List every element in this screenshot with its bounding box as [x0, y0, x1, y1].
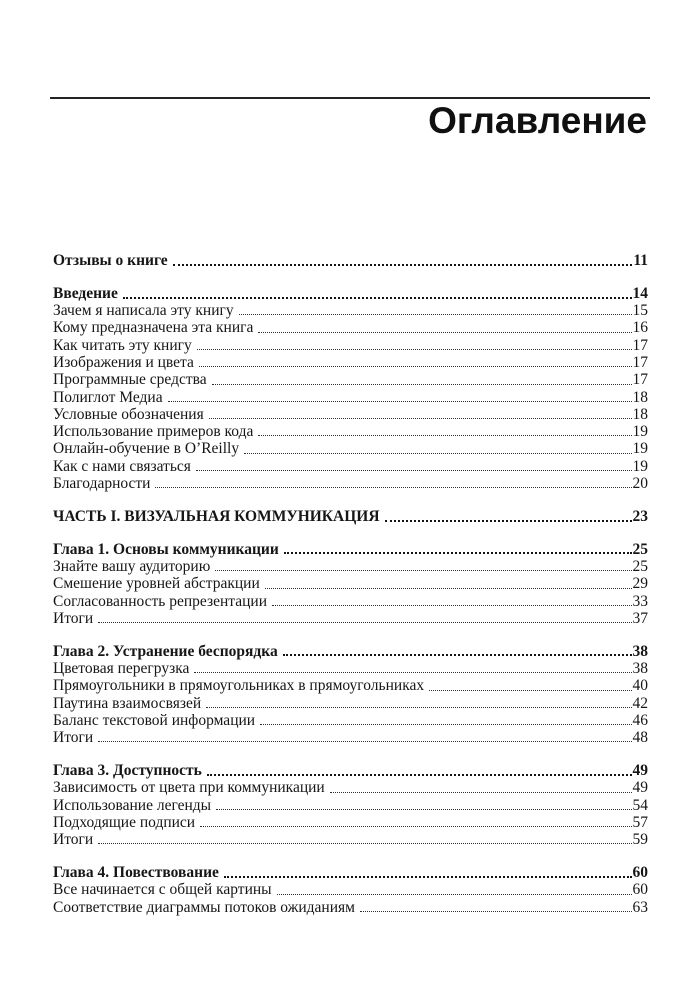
dot-leader [215, 570, 631, 571]
dot-leader [360, 911, 632, 912]
page-number: 46 [632, 711, 648, 729]
dot-leader [385, 520, 632, 522]
dot-leader [216, 809, 631, 810]
dot-leader [224, 876, 632, 878]
page-number: 63 [632, 898, 648, 916]
toc-entry-label: Полиглот Медиа [53, 388, 163, 406]
page-number: 17 [632, 371, 648, 389]
toc-entry [53, 337, 648, 354]
dot-leader [330, 792, 632, 793]
page-number: 48 [632, 729, 648, 747]
page-number: 60 [632, 881, 648, 899]
toc-entry-label: Благодарности [53, 475, 151, 493]
toc-entry [53, 558, 648, 575]
page-number: 60 [632, 863, 648, 881]
dot-leader [284, 552, 632, 554]
toc-entry-label: Использование легенды [53, 796, 212, 814]
toc-entry-label: Кому предназначена эта книга [53, 319, 254, 337]
toc-entry [53, 302, 648, 319]
dot-leader [98, 741, 631, 742]
toc-entry-label: Знайте вашу аудиторию [53, 557, 211, 575]
toc-entry [53, 319, 648, 336]
toc-entry [53, 508, 648, 525]
page-number: 19 [632, 440, 648, 458]
dot-leader [283, 654, 632, 656]
dot-leader [260, 724, 631, 725]
header-rule [50, 97, 650, 99]
toc-entry [53, 729, 648, 746]
dot-leader [199, 366, 632, 367]
toc-entry-label: Все начинается с общей картины [53, 881, 272, 899]
toc-entry-label: Изображения и цвета [53, 353, 194, 371]
toc-entry [53, 389, 648, 406]
page-number: 54 [632, 796, 648, 814]
toc-entry-label: Использование примеров кода [53, 423, 254, 441]
toc-entry-label: Как с нами связаться [53, 457, 191, 475]
toc-entry-label: Смешение уровней абстракции [53, 575, 260, 593]
dot-leader [239, 314, 632, 315]
toc-entry [53, 610, 648, 627]
page-number: 11 [633, 252, 648, 269]
dot-leader [98, 622, 631, 623]
page-number: 38 [632, 659, 648, 677]
page-number: 23 [632, 507, 648, 525]
toc-entry [53, 440, 648, 457]
dot-leader [277, 894, 632, 895]
toc-entry [53, 252, 648, 269]
page-number: 33 [632, 592, 648, 610]
toc-entry [53, 814, 648, 831]
page-title: Оглавление [428, 100, 647, 141]
toc-entry-label: Глава 1. Основы коммуникации [53, 540, 279, 558]
toc-entry-label: Глава 2. Устранение беспорядка [53, 642, 278, 660]
page-number: 59 [632, 831, 648, 849]
dot-leader [265, 588, 632, 589]
page-number: 25 [632, 557, 648, 575]
toc-entry-label: Введение [53, 284, 118, 302]
dot-leader [272, 605, 632, 606]
page-number: 18 [632, 388, 648, 406]
toc-entry-label: Онлайн-обучение в O’Reilly [53, 440, 240, 458]
page-number: 14 [632, 284, 648, 302]
toc-entry [53, 712, 648, 729]
toc-entry [53, 899, 648, 916]
page-number: 57 [632, 813, 648, 831]
toc-entry [53, 677, 648, 694]
page-number: 19 [632, 423, 648, 441]
toc-entry-label: Подходящие подписи [53, 813, 196, 831]
page-number: 17 [632, 336, 648, 354]
dot-leader [197, 349, 632, 350]
dot-leader [258, 435, 631, 436]
page-number: 19 [632, 457, 648, 475]
toc-entry [53, 797, 648, 814]
toc-entry-label: Соответствие диаграммы потоков ожиданиям [53, 898, 355, 916]
toc-entry [53, 831, 648, 848]
page-number: 17 [632, 353, 648, 371]
toc-entry-label: Как читать эту книгу [53, 336, 192, 354]
dot-leader [196, 470, 632, 471]
toc-entry [53, 643, 648, 660]
page-number: 29 [632, 575, 648, 593]
toc-entry-label: ЧАСТЬ I. ВИЗУАЛЬНАЯ КОММУНИКАЦИЯ [53, 507, 380, 525]
toc-entry-label: Итоги [53, 831, 94, 849]
toc-entry [53, 541, 648, 558]
dot-leader [98, 843, 631, 844]
toc-entry [53, 575, 648, 592]
toc-entry [53, 695, 648, 712]
dot-leader [212, 384, 632, 385]
page-number: 15 [632, 302, 648, 320]
toc-entry-label: Согласованность репрезентации [53, 592, 267, 610]
toc-entry-label: Условные обозначения [53, 405, 204, 423]
page-number: 37 [632, 609, 648, 627]
dot-leader [194, 672, 631, 673]
toc-entry [53, 475, 648, 492]
dot-leader [173, 264, 633, 266]
page-number: 49 [632, 761, 648, 779]
toc-entry [53, 864, 648, 881]
page-number: 25 [632, 540, 648, 558]
toc-entry [53, 660, 648, 677]
toc-entry-label: Паутина взаимосвязей [53, 694, 202, 712]
dot-leader [200, 826, 631, 827]
toc-entry-label: Глава 3. Доступность [53, 761, 202, 779]
toc-entry [53, 881, 648, 898]
dot-leader [207, 774, 632, 776]
toc-entry [53, 371, 648, 388]
toc-entry [53, 285, 648, 302]
toc-entry-label: Отзывы о книге [53, 252, 168, 269]
toc-entry [53, 762, 648, 779]
toc-entry [53, 779, 648, 796]
dot-leader [244, 453, 631, 454]
dot-leader [209, 418, 632, 419]
toc-entry [53, 406, 648, 423]
toc-entry-label: Баланс текстовой информации [53, 711, 256, 729]
table-of-contents [53, 252, 648, 916]
dot-leader [206, 707, 631, 708]
toc-entry-label: Цветовая перегрузка [53, 659, 190, 677]
page-number: 40 [632, 677, 648, 695]
page-number: 20 [632, 475, 648, 493]
page-number: 49 [632, 779, 648, 797]
toc-entry-label: Зависимость от цвета при коммуникации [53, 779, 325, 797]
page-number: 38 [632, 642, 648, 660]
page-number: 42 [632, 694, 648, 712]
toc-entry [53, 458, 648, 475]
page-number: 18 [632, 405, 648, 423]
toc-entry [53, 423, 648, 440]
toc-entry-label: Итоги [53, 729, 94, 747]
toc-entry-label: Итоги [53, 609, 94, 627]
dot-leader [155, 487, 631, 488]
dot-leader [429, 690, 631, 691]
dot-leader [258, 332, 631, 333]
toc-entry-label: Глава 4. Повествование [53, 863, 219, 881]
dot-leader [123, 297, 632, 299]
dot-leader [168, 401, 632, 402]
toc-entry-label: Зачем я написала эту книгу [53, 302, 234, 320]
toc-entry-label: Прямоугольники в прямоугольниках в прямоугольниках [53, 677, 425, 695]
page-number: 16 [632, 319, 648, 337]
toc-entry [53, 593, 648, 610]
toc-entry-label: Программные средства [53, 371, 207, 389]
toc-entry [53, 354, 648, 371]
